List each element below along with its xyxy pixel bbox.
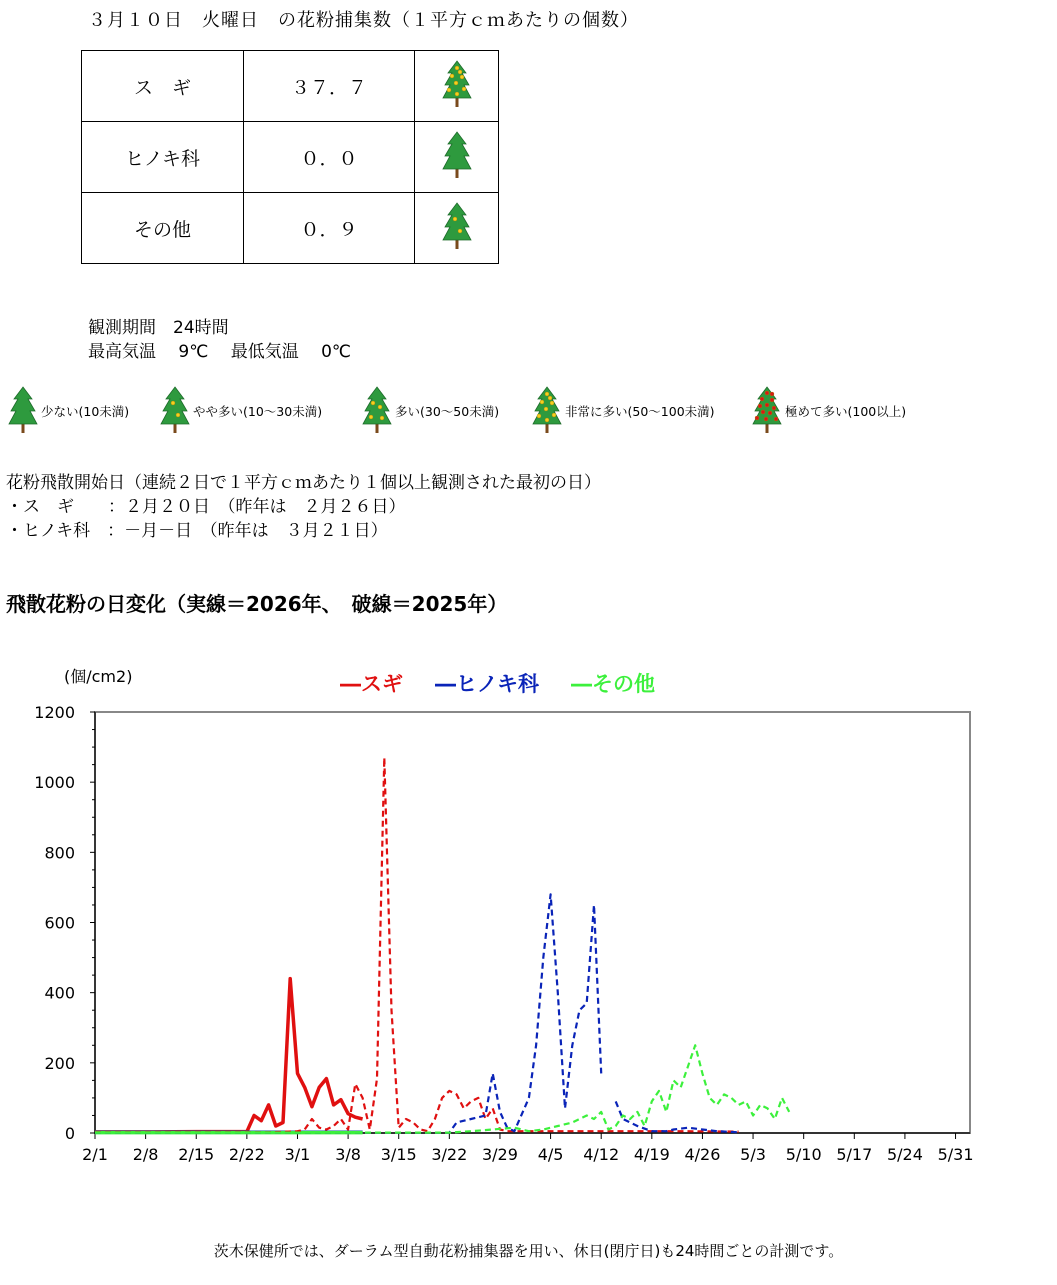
x-tick-label: 5/24 [886, 1145, 923, 1164]
y-tick-label: 800 [44, 843, 75, 863]
pollen-count-table [81, 50, 499, 264]
tree-yellow-dots-icon [362, 385, 395, 438]
legend-item-extreme [752, 386, 906, 436]
observation-period: 観測期間 24時間 [88, 318, 229, 338]
x-tick-label: 4/19 [633, 1145, 670, 1164]
x-tick-label: 4/26 [684, 1145, 721, 1164]
legend-sugi: ―スギ [340, 672, 403, 696]
x-tick-label: 3/1 [284, 1145, 311, 1164]
y-tick-label: 400 [44, 983, 75, 1003]
x-tick-label: 3/8 [335, 1145, 361, 1164]
legend-hinoki: ―ヒノキ科 [435, 672, 539, 696]
legend-label: やや多い(10～30未満) [193, 404, 323, 419]
tree-few-icon [442, 201, 472, 256]
legend-item-many [362, 386, 499, 436]
pollen-name: ス ギ [82, 51, 244, 122]
y-axis-unit: (個/cm2) [64, 667, 133, 686]
x-tick-label: 5/3 [740, 1145, 766, 1164]
legend-label: 非常に多い(50～100未満) [565, 404, 715, 419]
legend-other: ―その他 [570, 672, 655, 696]
tree-red-dots-icon [752, 385, 785, 438]
legend-item-very-many [532, 386, 715, 436]
x-tick-label: 2/8 [132, 1145, 159, 1164]
x-tick-label: 5/10 [785, 1145, 822, 1164]
y-tick-label: 600 [44, 913, 75, 933]
y-tick-label: 0 [64, 1124, 75, 1143]
x-tick-label: 5/17 [836, 1145, 873, 1164]
x-tick-label: 2/15 [178, 1145, 215, 1164]
observation-temps: 最高気温 9℃ 最低気温 0℃ [88, 342, 352, 362]
x-tick-label: 2/22 [228, 1145, 265, 1164]
report-title: ３月１０日 火曜日 の花粉捕集数（１平方ｃｍあたりの個数） [88, 10, 639, 31]
start-date-hinoki: ・ヒノキ科 ：－月－日 （昨年は ３月２１日） [6, 521, 388, 541]
x-tick-label: 3/22 [431, 1145, 468, 1164]
pollen-value: ０．０ [244, 122, 415, 193]
y-tick-label: 1000 [34, 773, 75, 793]
x-tick-label: 3/15 [380, 1145, 417, 1164]
start-date-sugi: ・ス ギ ：２月２０日 （昨年は ２月２６日） [6, 497, 406, 517]
tree-dots-icon [160, 385, 193, 438]
legend-item-somewhat [160, 386, 322, 436]
plot-frame [95, 712, 970, 1133]
x-tick-label: 4/5 [537, 1145, 564, 1164]
table-row [82, 122, 499, 193]
y-tick-label: 200 [44, 1053, 75, 1073]
table-row [82, 193, 499, 264]
legend-label: 極めて多い(100以上) [785, 404, 907, 419]
section-title: 飛散花粉の日変化（実線＝2026年、 破線＝2025年） [6, 592, 508, 616]
y-tick-label: 1200 [34, 703, 75, 722]
pollen-value: ０．９ [244, 193, 415, 264]
footer-note: 茨木保健所では、ダーラム型自動花粉捕集器を用い、休日(閉庁日)も24時間ごとの計測です。 [213, 1242, 844, 1260]
x-tick-label: 4/12 [583, 1145, 620, 1164]
pollen-value: ３７．７ [244, 51, 415, 122]
pollen-line-chart [0, 690, 1057, 1180]
legend-label: 少ない(10未満) [41, 404, 130, 419]
pollen-name: その他 [82, 193, 244, 264]
x-tick-label: 5/31 [937, 1145, 974, 1164]
tree-icon [8, 385, 41, 438]
start-dates-title: 花粉飛散開始日（連続２日で１平方ｃｍあたり１個以上観測された最初の日） [6, 473, 601, 493]
pollen-name: ヒノキ科 [82, 122, 244, 193]
tree-many-dots-icon [532, 385, 565, 438]
table-row [82, 51, 499, 122]
tree-few-icon [442, 130, 472, 185]
legend-item-few [8, 386, 129, 436]
x-tick-label: 2/1 [82, 1145, 108, 1164]
legend-label: 多い(30～50未満) [395, 404, 500, 419]
x-tick-label: 3/29 [481, 1145, 518, 1164]
tree-many-icon [442, 59, 472, 114]
